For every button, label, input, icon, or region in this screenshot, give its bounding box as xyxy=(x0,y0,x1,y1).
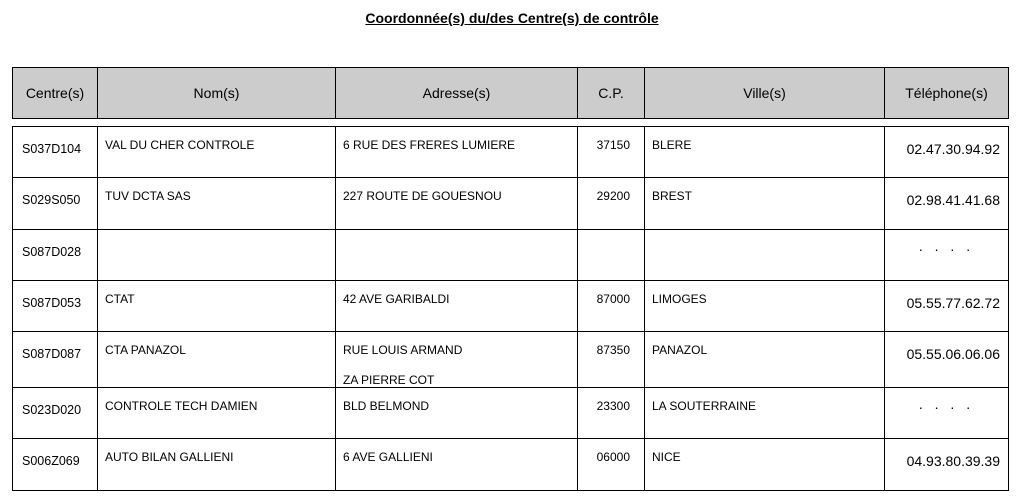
cell-ville: BREST xyxy=(645,178,885,229)
adresse-line: 6 AVE GALLIENI xyxy=(343,450,433,465)
cell-ville: LIMOGES xyxy=(645,280,885,331)
cell-nom: VAL DU CHER CONTROLE xyxy=(98,127,336,178)
cell-centre: S023D020 xyxy=(13,388,98,439)
cell-centre: S006Z069 xyxy=(13,439,98,490)
page-title: Coordonnée(s) du/des Centre(s) de contrôle xyxy=(365,10,659,26)
cell-centre: S087D053 xyxy=(13,280,98,331)
cell-nom: CONTROLE TECH DAMIEN xyxy=(98,388,336,439)
adresse-line-2: ZA PIERRE COT xyxy=(343,373,435,388)
table-row xyxy=(13,127,1009,178)
cell-telephone: 05.55.77.62.72 xyxy=(885,280,1009,331)
cell-telephone: 05.55.06.06.06 xyxy=(885,332,1009,388)
cell-adresse xyxy=(336,280,578,331)
cell-telephone: . . . . xyxy=(885,229,1009,280)
cell-cp xyxy=(578,229,645,280)
cell-cp: 87000 xyxy=(578,280,645,331)
cell-cp: 06000 xyxy=(578,439,645,490)
cell-ville: BLERE xyxy=(645,127,885,178)
table-row xyxy=(13,388,1009,439)
cell-adresse xyxy=(336,388,578,439)
header-adresse: Adresse(s) xyxy=(336,68,578,119)
cell-ville: NICE xyxy=(645,439,885,490)
cell-nom: CTAT xyxy=(98,280,336,331)
cell-nom xyxy=(98,229,336,280)
cell-centre: S037D104 xyxy=(13,127,98,178)
cell-adresse xyxy=(336,229,578,280)
cell-cp: 29200 xyxy=(578,178,645,229)
adresse-line: 42 AVE GARIBALDI xyxy=(343,291,450,306)
adresse-line: 227 ROUTE DE GOUESNOU xyxy=(343,189,502,204)
adresse-line: 6 RUE DES FRERES LUMIERE xyxy=(343,138,516,152)
cell-cp: 87350 xyxy=(578,332,645,388)
cell-nom: TUV DCTA SAS xyxy=(98,178,336,229)
cell-centre: S029S050 xyxy=(13,178,98,229)
cell-nom: CTA PANAZOL xyxy=(98,332,336,388)
cell-cp: 37150 xyxy=(578,127,645,178)
cell-telephone: 04.93.80.39.39 xyxy=(885,439,1009,490)
table-row xyxy=(13,229,1009,280)
cell-telephone: . . . . xyxy=(885,388,1009,439)
adresse-line: RUE LOUIS ARMAND xyxy=(343,343,463,358)
cell-ville xyxy=(645,229,885,280)
table-row xyxy=(13,332,1009,388)
header-row xyxy=(13,68,1009,119)
header-cp: C.P. xyxy=(578,68,645,119)
cell-cp: 23300 xyxy=(578,388,645,439)
cell-telephone: 02.47.30.94.92 xyxy=(885,127,1009,178)
cell-adresse xyxy=(336,439,578,490)
adresse-line: BLD BELMOND xyxy=(343,399,430,414)
cell-centre: S087D087 xyxy=(13,332,98,388)
table-row xyxy=(13,439,1009,490)
cell-adresse xyxy=(336,178,578,229)
table-row xyxy=(13,280,1009,331)
cell-telephone: 02.98.41.41.68 xyxy=(885,178,1009,229)
cell-ville: PANAZOL xyxy=(645,332,885,388)
cell-adresse xyxy=(336,127,578,178)
centres-table xyxy=(12,126,1009,491)
table-row xyxy=(13,178,1009,229)
header-centre: Centre(s) xyxy=(13,68,98,119)
header-nom: Nom(s) xyxy=(98,68,336,119)
table-header xyxy=(12,67,1009,119)
header-telephone: Téléphone(s) xyxy=(885,68,1009,119)
cell-centre: S087D028 xyxy=(13,229,98,280)
cell-ville: LA SOUTERRAINE xyxy=(645,388,885,439)
cell-nom: AUTO BILAN GALLIENI xyxy=(98,439,336,490)
cell-adresse xyxy=(336,332,578,388)
header-ville: Ville(s) xyxy=(645,68,885,119)
